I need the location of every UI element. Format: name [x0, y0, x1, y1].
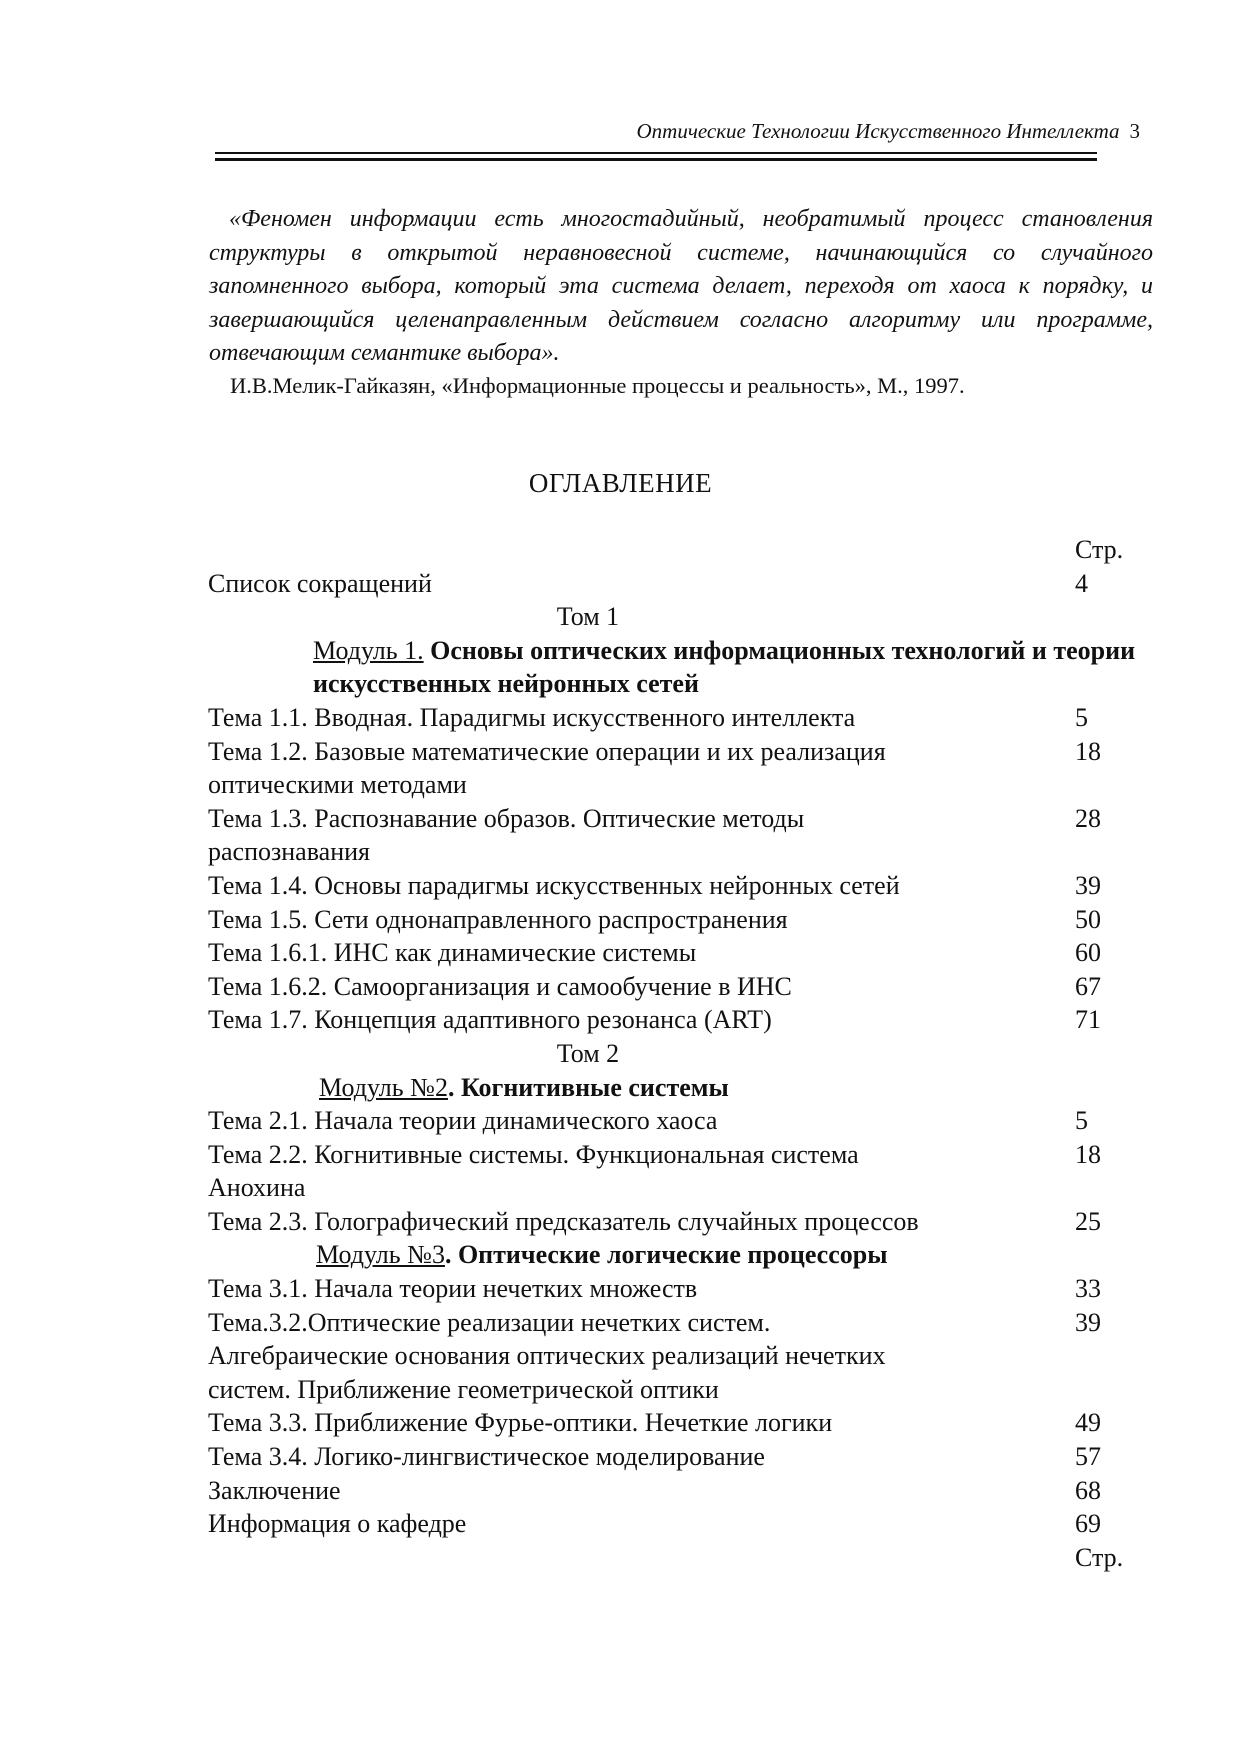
toc-entry-page: 68: [1075, 1475, 1101, 1505]
page-column-footer: Стр.: [1075, 1542, 1124, 1572]
toc-entry-page: 69: [1075, 1509, 1101, 1539]
toc-entry[interactable]: [208, 802, 1148, 869]
table-of-contents: [208, 533, 1148, 1574]
module-title: Основы оптических информационных технологий и теории искусственных нейронных сетей: [313, 635, 1136, 699]
toc-entry-label: Тема 3.3. Приближение Фурье-оптики. Нечеткие логики: [208, 1408, 833, 1438]
volume-heading: Том 1: [556, 602, 620, 632]
module-heading[interactable]: [208, 1238, 1148, 1272]
toc-entry-label: Тема 1.6.2. Самоорганизация и самообучение в ИНС: [208, 971, 792, 1001]
toc-entry[interactable]: [208, 1205, 1148, 1239]
toc-entry[interactable]: [208, 1104, 1148, 1138]
module-heading[interactable]: [208, 1071, 1148, 1105]
toc-entry-page: 33: [1075, 1274, 1101, 1304]
toc-entry-page: 28: [1075, 803, 1101, 833]
toc-entry[interactable]: [208, 903, 1148, 937]
module2-list: [208, 1104, 1148, 1238]
toc-entry[interactable]: [208, 735, 1148, 802]
module-prefix: Модуль №3: [316, 1240, 445, 1270]
module-prefix: Модуль №2: [319, 1072, 448, 1102]
toc-entry-label: Тема 1.4. Основы парадигмы искусственных нейронных сетей: [208, 870, 900, 900]
toc-entry-page: 5: [1075, 702, 1088, 732]
module-heading[interactable]: [208, 634, 1148, 701]
volume1-list: [208, 701, 1148, 1037]
toc-entry-page: 5: [1075, 1106, 1088, 1136]
toc-entry-page: 67: [1075, 971, 1101, 1001]
toc-entry[interactable]: [208, 1138, 1148, 1205]
toc-entry[interactable]: [208, 869, 1148, 903]
toc-entry-label: Информация о кафедре: [208, 1509, 467, 1539]
closing-list: [208, 1474, 1148, 1541]
toc-entry-label: Тема 2.2. Когнитивные системы. Функциональная система Анохина: [208, 1139, 859, 1203]
module-title: . Оптические логические процессоры: [444, 1240, 888, 1270]
page-number: 3: [1129, 119, 1140, 143]
toc-entry-conclusion[interactable]: [208, 1474, 1148, 1508]
toc-entry-label: Тема 2.1. Начала теории динамического хаоса: [208, 1106, 718, 1136]
toc-entry-page: 18: [1075, 736, 1101, 766]
toc-entry-page: 18: [1075, 1139, 1101, 1169]
toc-entry-label: Тема 1.1. Вводная. Парадигмы искусственного интеллекта: [208, 702, 856, 732]
toc-entry[interactable]: [208, 701, 1148, 735]
toc-entry-page: 4: [1075, 568, 1088, 598]
toc-entry-page: 57: [1075, 1442, 1101, 1472]
toc-entry-label: Тема 1.7. Концепция адаптивного резонанса (ART): [208, 1005, 772, 1035]
toc-entry-label: Тема 3.1. Начала теории нечетких множеств: [208, 1274, 698, 1304]
toc-entry-label: Тема 3.4. Логико-лингвистическое моделирование: [208, 1442, 765, 1472]
toc-entry[interactable]: [208, 936, 1148, 970]
toc-entry-page: 50: [1075, 904, 1101, 934]
toc-entry-page: 39: [1075, 1307, 1101, 1337]
toc-entry-department-info[interactable]: [208, 1507, 1148, 1541]
running-header: [210, 117, 1140, 145]
header-rule-thick: [215, 158, 1097, 161]
toc-entry-label: Тема.3.2.Оптические реализации нечетких систем. Алгебраические основания оптических реализаций нечетких систем. Приближение геометрической оптики: [208, 1307, 886, 1404]
toc-entry[interactable]: [208, 1272, 1148, 1306]
volume-heading: Том 2: [556, 1038, 620, 1068]
toc-entry-label: Тема 1.3. Распознавание образов. Оптические методы распознавания: [208, 803, 805, 867]
epigraph-quote: «Феномен информации есть многостадийный, необратимый процесс становления структуры в открытой неравновесной системе, начинающийся со случайного запомненного выбора, который эта система делает, переходя от хаоса к порядку, и завершающийся целенаправленным действием согласно алгоритму или программе, отвечающим семантике выбора».: [209, 206, 1153, 366]
toc-entry-label: Тема 1.5. Сети однонаправленного распространения: [208, 904, 788, 934]
toc-entry[interactable]: [208, 1306, 1148, 1407]
module-prefix: Модуль 1.: [313, 635, 424, 665]
toc-entry-label: Заключение: [208, 1475, 341, 1505]
toc-entry-label: Тема 1.6.1. ИНС как динамические системы: [208, 938, 697, 968]
toc-entry-label: Список сокращений: [208, 568, 432, 598]
running-title: Оптические Технологии Искусственного Интеллекта: [636, 119, 1120, 143]
toc-entry-abbreviations[interactable]: [208, 567, 1148, 601]
toc-entry-page: 71: [1075, 1005, 1101, 1035]
toc-entry-label: Тема 2.3. Голографический предсказатель случайных процессов: [208, 1206, 919, 1236]
header-rule-thin: [215, 152, 1097, 154]
toc-entry[interactable]: [208, 1406, 1148, 1440]
toc-entry[interactable]: [208, 1003, 1148, 1037]
module3-list: [208, 1272, 1148, 1474]
module-title: . Когнитивные системы: [447, 1072, 729, 1102]
toc-entry-page: 49: [1075, 1408, 1101, 1438]
toc-entry[interactable]: [208, 970, 1148, 1004]
toc-entry-page: 25: [1075, 1206, 1101, 1236]
toc-entry[interactable]: [208, 1440, 1148, 1474]
toc-entry-label: Тема 1.2. Базовые математические операции и их реализация оптическими методами: [208, 736, 886, 800]
toc-title: ОГЛАВЛЕНИЕ: [528, 468, 713, 498]
toc-entry-page: 60: [1075, 938, 1101, 968]
epigraph-attribution: И.В.Мелик-Гайказян, «Информационные процессы и реальность», М., 1997.: [230, 373, 965, 398]
toc-entry-page: 39: [1075, 870, 1101, 900]
page-column-header: Стр.: [1075, 535, 1124, 564]
